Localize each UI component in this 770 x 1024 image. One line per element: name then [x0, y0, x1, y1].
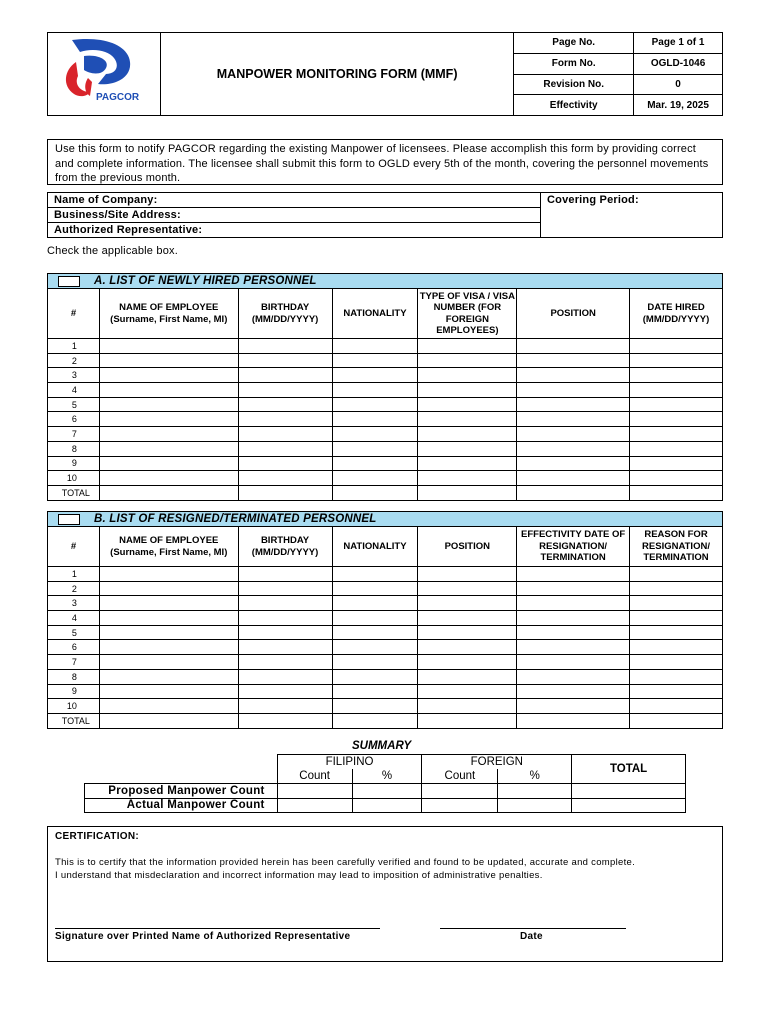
- section-b-col-header: NAME OF EMPLOYEE (Surname, First Name, MI): [99, 527, 238, 567]
- summary-cell[interactable]: [572, 798, 686, 813]
- table-row: [48, 471, 723, 486]
- authorized-rep-field[interactable]: Authorized Representative:: [48, 223, 541, 238]
- table-cell[interactable]: [238, 397, 332, 412]
- table-cell[interactable]: [418, 427, 517, 442]
- table-cell[interactable]: [332, 427, 418, 442]
- summary-title: SUMMARY: [352, 740, 412, 752]
- table-cell[interactable]: [99, 684, 238, 699]
- table-cell[interactable]: [517, 581, 630, 596]
- table-cell[interactable]: [630, 441, 723, 456]
- instructions: Use this form to notify PAGCOR regarding the existing Manpower of licensees. Please accomplish this form by providing correct and complete information. The licensee shall submit this form to OGLD every 5th of the month, covering the personnel movements from the previous month.: [47, 139, 723, 185]
- summary-cell[interactable]: [277, 784, 352, 799]
- table-cell[interactable]: [517, 596, 630, 611]
- row-number: 1: [48, 567, 100, 582]
- summary-foreign-count: Count: [422, 769, 498, 784]
- certification-line-1: This is to certify that the information provided herein has been carefully verified and found to be updated, accurate and complete.: [55, 857, 636, 868]
- table-cell[interactable]: [99, 441, 238, 456]
- table-cell[interactable]: [418, 441, 517, 456]
- meta-value-page: Page 1 of 1: [634, 33, 723, 54]
- table-cell[interactable]: [630, 581, 723, 596]
- table-cell[interactable]: [517, 427, 630, 442]
- table-cell[interactable]: [418, 567, 517, 582]
- table-cell[interactable]: [630, 471, 723, 486]
- table-cell[interactable]: [332, 596, 418, 611]
- table-cell[interactable]: [418, 655, 517, 670]
- summary-cell[interactable]: [572, 784, 686, 799]
- table-cell[interactable]: [238, 412, 332, 427]
- section-a-col-header: #: [48, 289, 100, 339]
- table-cell[interactable]: [332, 485, 418, 500]
- row-number: 10: [48, 471, 100, 486]
- table-row: [48, 596, 723, 611]
- table-cell[interactable]: [99, 596, 238, 611]
- table-cell[interactable]: [418, 699, 517, 714]
- table-row: [48, 412, 723, 427]
- table-cell[interactable]: [517, 397, 630, 412]
- covering-period-field[interactable]: Covering Period:: [541, 193, 723, 238]
- table-cell[interactable]: [238, 485, 332, 500]
- table-cell[interactable]: [238, 684, 332, 699]
- table-cell[interactable]: [418, 456, 517, 471]
- table-row: [48, 669, 723, 684]
- table-row: [48, 353, 723, 368]
- table-cell[interactable]: [238, 456, 332, 471]
- table-cell[interactable]: [238, 611, 332, 626]
- table-cell[interactable]: [418, 713, 517, 728]
- table-cell[interactable]: [517, 441, 630, 456]
- row-number: 5: [48, 397, 100, 412]
- table-cell[interactable]: [99, 383, 238, 398]
- table-row: [48, 383, 723, 398]
- table-cell[interactable]: [630, 427, 723, 442]
- summary-filipino: FILIPINO: [277, 755, 422, 770]
- table-cell[interactable]: [99, 471, 238, 486]
- summary-cell[interactable]: [422, 798, 498, 813]
- summary-cell[interactable]: [422, 784, 498, 799]
- section-a-table: [47, 273, 723, 501]
- row-number: 8: [48, 441, 100, 456]
- logo-cell: [48, 33, 161, 116]
- check-instruction: Check the applicable box.: [47, 245, 178, 257]
- table-cell[interactable]: [630, 625, 723, 640]
- table-row: [48, 684, 723, 699]
- table-row: [48, 713, 723, 728]
- table-cell[interactable]: [99, 368, 238, 383]
- table-cell[interactable]: [332, 655, 418, 670]
- table-cell[interactable]: [238, 567, 332, 582]
- table-cell[interactable]: [517, 567, 630, 582]
- table-cell[interactable]: [332, 397, 418, 412]
- table-cell[interactable]: [517, 353, 630, 368]
- row-number: 2: [48, 353, 100, 368]
- table-cell[interactable]: [332, 441, 418, 456]
- table-cell[interactable]: [517, 655, 630, 670]
- table-cell[interactable]: [99, 581, 238, 596]
- table-cell[interactable]: [332, 456, 418, 471]
- table-row: [48, 339, 723, 354]
- date-line[interactable]: [440, 928, 626, 929]
- row-number: 4: [48, 611, 100, 626]
- summary-cell[interactable]: [498, 784, 572, 799]
- table-cell[interactable]: [418, 640, 517, 655]
- table-cell[interactable]: [99, 625, 238, 640]
- section-b-checkbox[interactable]: [58, 514, 80, 525]
- table-cell[interactable]: [517, 383, 630, 398]
- table-cell[interactable]: [418, 397, 517, 412]
- section-b-col-header: NATIONALITY: [332, 527, 418, 567]
- table-cell[interactable]: [630, 699, 723, 714]
- table-cell[interactable]: [99, 397, 238, 412]
- table-cell[interactable]: [517, 456, 630, 471]
- meta-label-effectivity: Effectivity: [514, 95, 634, 116]
- table-row: [48, 397, 723, 412]
- form-header: [47, 32, 723, 116]
- table-cell[interactable]: [238, 669, 332, 684]
- table-row: [48, 427, 723, 442]
- company-name-field[interactable]: Name of Company:: [48, 193, 541, 208]
- table-cell[interactable]: [517, 669, 630, 684]
- table-cell[interactable]: [99, 567, 238, 582]
- table-cell[interactable]: [99, 640, 238, 655]
- table-cell[interactable]: [238, 383, 332, 398]
- meta-label-form: Form No.: [514, 53, 634, 74]
- table-cell[interactable]: [238, 427, 332, 442]
- section-b-title: B. LIST OF RESIGNED/TERMINATED PERSONNEL: [94, 513, 377, 525]
- table-row: [48, 655, 723, 670]
- table-cell[interactable]: [418, 383, 517, 398]
- table-cell[interactable]: [517, 339, 630, 354]
- table-cell[interactable]: [418, 669, 517, 684]
- table-row: [48, 625, 723, 640]
- table-cell[interactable]: [517, 412, 630, 427]
- signature-label: Signature over Printed Name of Authorized Representative: [55, 931, 351, 942]
- table-cell[interactable]: [630, 339, 723, 354]
- summary-cell[interactable]: [498, 798, 572, 813]
- table-cell[interactable]: [99, 655, 238, 670]
- table-cell[interactable]: [332, 339, 418, 354]
- certification-title: CERTIFICATION:: [55, 831, 140, 842]
- table-cell[interactable]: [517, 640, 630, 655]
- section-a-col-header: DATE HIRED (MM/DD/YYYY): [630, 289, 723, 339]
- table-cell[interactable]: [517, 625, 630, 640]
- table-row: [48, 368, 723, 383]
- table-cell[interactable]: [418, 611, 517, 626]
- table-cell[interactable]: [99, 427, 238, 442]
- table-row: [48, 567, 723, 582]
- section-b-bar: [48, 512, 723, 527]
- section-a-col-header: NAME OF EMPLOYEE (Surname, First Name, MI): [99, 289, 238, 339]
- meta-label-revision: Revision No.: [514, 74, 634, 95]
- table-cell[interactable]: [630, 368, 723, 383]
- row-number: 2: [48, 581, 100, 596]
- table-cell[interactable]: [332, 669, 418, 684]
- table-cell[interactable]: [630, 611, 723, 626]
- table-cell[interactable]: [517, 684, 630, 699]
- table-cell[interactable]: [238, 655, 332, 670]
- row-number: 9: [48, 684, 100, 699]
- table-cell[interactable]: [332, 713, 418, 728]
- table-cell[interactable]: [418, 625, 517, 640]
- table-cell[interactable]: [418, 339, 517, 354]
- company-info: [47, 192, 723, 238]
- table-cell[interactable]: [418, 353, 517, 368]
- table-cell[interactable]: [630, 669, 723, 684]
- table-cell[interactable]: [517, 485, 630, 500]
- date-label: Date: [520, 931, 543, 942]
- table-cell[interactable]: [238, 625, 332, 640]
- table-cell[interactable]: [630, 655, 723, 670]
- row-number: 7: [48, 655, 100, 670]
- table-cell[interactable]: [517, 713, 630, 728]
- row-number: 9: [48, 456, 100, 471]
- table-cell[interactable]: [517, 471, 630, 486]
- table-cell[interactable]: [332, 684, 418, 699]
- section-b-col-header: BIRTHDAY (MM/DD/YYYY): [238, 527, 332, 567]
- row-number: 4: [48, 383, 100, 398]
- table-cell[interactable]: [418, 412, 517, 427]
- section-a-col-header: POSITION: [517, 289, 630, 339]
- table-cell[interactable]: [238, 581, 332, 596]
- row-number: 6: [48, 640, 100, 655]
- table-row: [48, 485, 723, 500]
- summary-filipino-count: Count: [277, 769, 352, 784]
- table-cell[interactable]: [630, 412, 723, 427]
- table-cell[interactable]: [332, 471, 418, 486]
- table-cell[interactable]: [332, 353, 418, 368]
- section-a-bar: [48, 274, 723, 289]
- summary-cell[interactable]: [352, 784, 422, 799]
- table-cell[interactable]: [332, 581, 418, 596]
- table-cell[interactable]: [418, 596, 517, 611]
- summary-total: TOTAL: [572, 755, 686, 784]
- table-cell[interactable]: [418, 471, 517, 486]
- table-cell[interactable]: [332, 412, 418, 427]
- table-cell[interactable]: [99, 339, 238, 354]
- table-cell[interactable]: [99, 412, 238, 427]
- table-cell[interactable]: [630, 684, 723, 699]
- table-cell[interactable]: [630, 383, 723, 398]
- table-cell[interactable]: [99, 611, 238, 626]
- table-cell[interactable]: [238, 441, 332, 456]
- table-cell[interactable]: [418, 368, 517, 383]
- section-b-col-header: #: [48, 527, 100, 567]
- table-cell[interactable]: [418, 581, 517, 596]
- section-a-title: A. LIST OF NEWLY HIRED PERSONNEL: [94, 275, 317, 287]
- row-number: 5: [48, 625, 100, 640]
- table-cell[interactable]: [238, 368, 332, 383]
- table-cell[interactable]: [238, 471, 332, 486]
- table-cell[interactable]: [99, 456, 238, 471]
- section-a-checkbox[interactable]: [58, 276, 80, 287]
- certification-line-2: I understand that misdeclaration and incorrect information may lead to imposition of administrative penalties.: [55, 870, 543, 881]
- logo-text: PAGCOR: [95, 92, 140, 103]
- table-row: [48, 699, 723, 714]
- table-cell[interactable]: [332, 567, 418, 582]
- business-address-field[interactable]: Business/Site Address:: [48, 208, 541, 223]
- summary-proposed-label: Proposed Manpower Count: [85, 784, 278, 799]
- table-cell[interactable]: [517, 699, 630, 714]
- section-b-col-header: POSITION: [418, 527, 517, 567]
- row-number: TOTAL: [48, 485, 100, 500]
- row-number: 1: [48, 339, 100, 354]
- table-cell[interactable]: [630, 567, 723, 582]
- table-cell[interactable]: [630, 713, 723, 728]
- summary-cell[interactable]: [352, 798, 422, 813]
- meta-value-revision: 0: [634, 74, 723, 95]
- table-row: [48, 611, 723, 626]
- table-cell[interactable]: [238, 713, 332, 728]
- table-cell[interactable]: [517, 611, 630, 626]
- table-cell[interactable]: [99, 699, 238, 714]
- form-title: MANPOWER MONITORING FORM (MMF): [160, 33, 513, 116]
- table-cell[interactable]: [99, 713, 238, 728]
- table-cell[interactable]: [99, 485, 238, 500]
- table-cell[interactable]: [517, 368, 630, 383]
- summary-actual-label: Actual Manpower Count: [85, 798, 278, 813]
- certification-body: [55, 856, 695, 882]
- table-cell[interactable]: [630, 456, 723, 471]
- table-row: [48, 581, 723, 596]
- table-cell[interactable]: [238, 699, 332, 714]
- table-cell[interactable]: [332, 625, 418, 640]
- meta-label-page: Page No.: [514, 33, 634, 54]
- row-number: 6: [48, 412, 100, 427]
- summary-table: [84, 754, 686, 813]
- section-a-col-header: NATIONALITY: [332, 289, 418, 339]
- signature-line[interactable]: [55, 928, 380, 929]
- row-number: 3: [48, 596, 100, 611]
- summary-foreign: FOREIGN: [422, 755, 572, 770]
- table-cell[interactable]: [332, 368, 418, 383]
- table-cell[interactable]: [238, 353, 332, 368]
- table-cell[interactable]: [630, 596, 723, 611]
- table-cell[interactable]: [99, 669, 238, 684]
- table-row: [48, 456, 723, 471]
- table-row: [48, 441, 723, 456]
- summary-filipino-percent: %: [352, 769, 422, 784]
- section-a-col-header: BIRTHDAY (MM/DD/YYYY): [238, 289, 332, 339]
- table-row: [48, 640, 723, 655]
- row-number: 8: [48, 669, 100, 684]
- section-b-col-header: REASON FOR RESIGNATION/ TERMINATION: [630, 527, 723, 567]
- row-number: 10: [48, 699, 100, 714]
- row-number: 7: [48, 427, 100, 442]
- summary-cell[interactable]: [277, 798, 352, 813]
- table-cell[interactable]: [99, 353, 238, 368]
- table-cell[interactable]: [630, 353, 723, 368]
- pagcor-logo: [54, 34, 154, 109]
- table-cell[interactable]: [332, 699, 418, 714]
- section-a-col-header: TYPE OF VISA / VISA NUMBER (FOR FOREIGN EMPLOYEES): [418, 289, 517, 339]
- table-cell[interactable]: [630, 640, 723, 655]
- meta-value-effectivity: Mar. 19, 2025: [634, 95, 723, 116]
- section-b-col-header: EFFECTIVITY DATE OF RESIGNATION/ TERMINATION: [517, 527, 630, 567]
- table-cell[interactable]: [238, 640, 332, 655]
- table-cell[interactable]: [238, 596, 332, 611]
- table-cell[interactable]: [332, 383, 418, 398]
- row-number: 3: [48, 368, 100, 383]
- summary-corner: [85, 755, 278, 784]
- row-number: TOTAL: [48, 713, 100, 728]
- table-cell[interactable]: [238, 339, 332, 354]
- meta-value-form: OGLD-1046: [634, 53, 723, 74]
- summary-foreign-percent: %: [498, 769, 572, 784]
- table-cell[interactable]: [630, 485, 723, 500]
- table-cell[interactable]: [418, 485, 517, 500]
- table-cell[interactable]: [418, 684, 517, 699]
- table-cell[interactable]: [332, 611, 418, 626]
- section-b-table: [47, 511, 723, 729]
- table-cell[interactable]: [630, 397, 723, 412]
- certification-box: [47, 826, 723, 962]
- table-cell[interactable]: [332, 640, 418, 655]
